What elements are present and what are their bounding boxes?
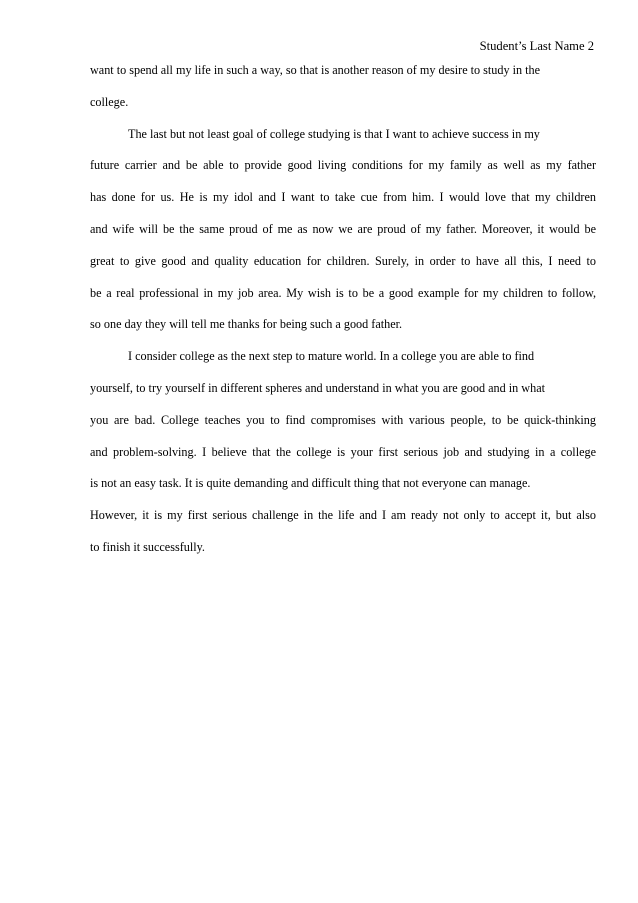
text-line: and wife will be the same proud of me as now we are proud of my father. Moreover, it would be [90, 221, 596, 236]
text-line: and problem-solving. I believe that the college is your first serious job and studying in a college [90, 444, 596, 459]
body-text [90, 62, 596, 571]
text-line: has done for us. He is my idol and I want to take cue from him. I would love that my children [90, 190, 596, 205]
text-line: so one day they will tell me thanks for being such a good father. [90, 317, 403, 332]
running-head: Student’s Last Name 2 [479, 39, 594, 53]
paragraph-start-line: I consider college as the next step to mature world. In a college you are able to find [128, 349, 535, 364]
text-line: great to give good and quality education for children. Surely, in order to have all this, I need to [90, 253, 596, 268]
text-line: yourself, to try yourself in different spheres and understand in what you are good and in what [90, 380, 545, 395]
text-line: However, it is my first serious challenge in the life and I am ready not only to accept it, but also [90, 508, 596, 523]
text-line: is not an easy task. It is quite demanding and difficult thing that not everyone can manage. [90, 476, 531, 491]
text-line: be a real professional in my job area. My wish is to be a good example for my children to follow, [90, 285, 596, 300]
text-line: college. [90, 94, 129, 109]
text-line: future carrier and be able to provide good living conditions for my family as well as my father [90, 158, 596, 173]
paragraph-start-line: The last but not least goal of college studying is that I want to achieve success in my [128, 126, 540, 141]
text-line: you are bad. College teaches you to find compromises with various people, to be quick-thinking [90, 412, 596, 427]
text-line: want to spend all my life in such a way, so that is another reason of my desire to study in the [90, 63, 541, 77]
text-line: to finish it successfully. [90, 539, 205, 554]
